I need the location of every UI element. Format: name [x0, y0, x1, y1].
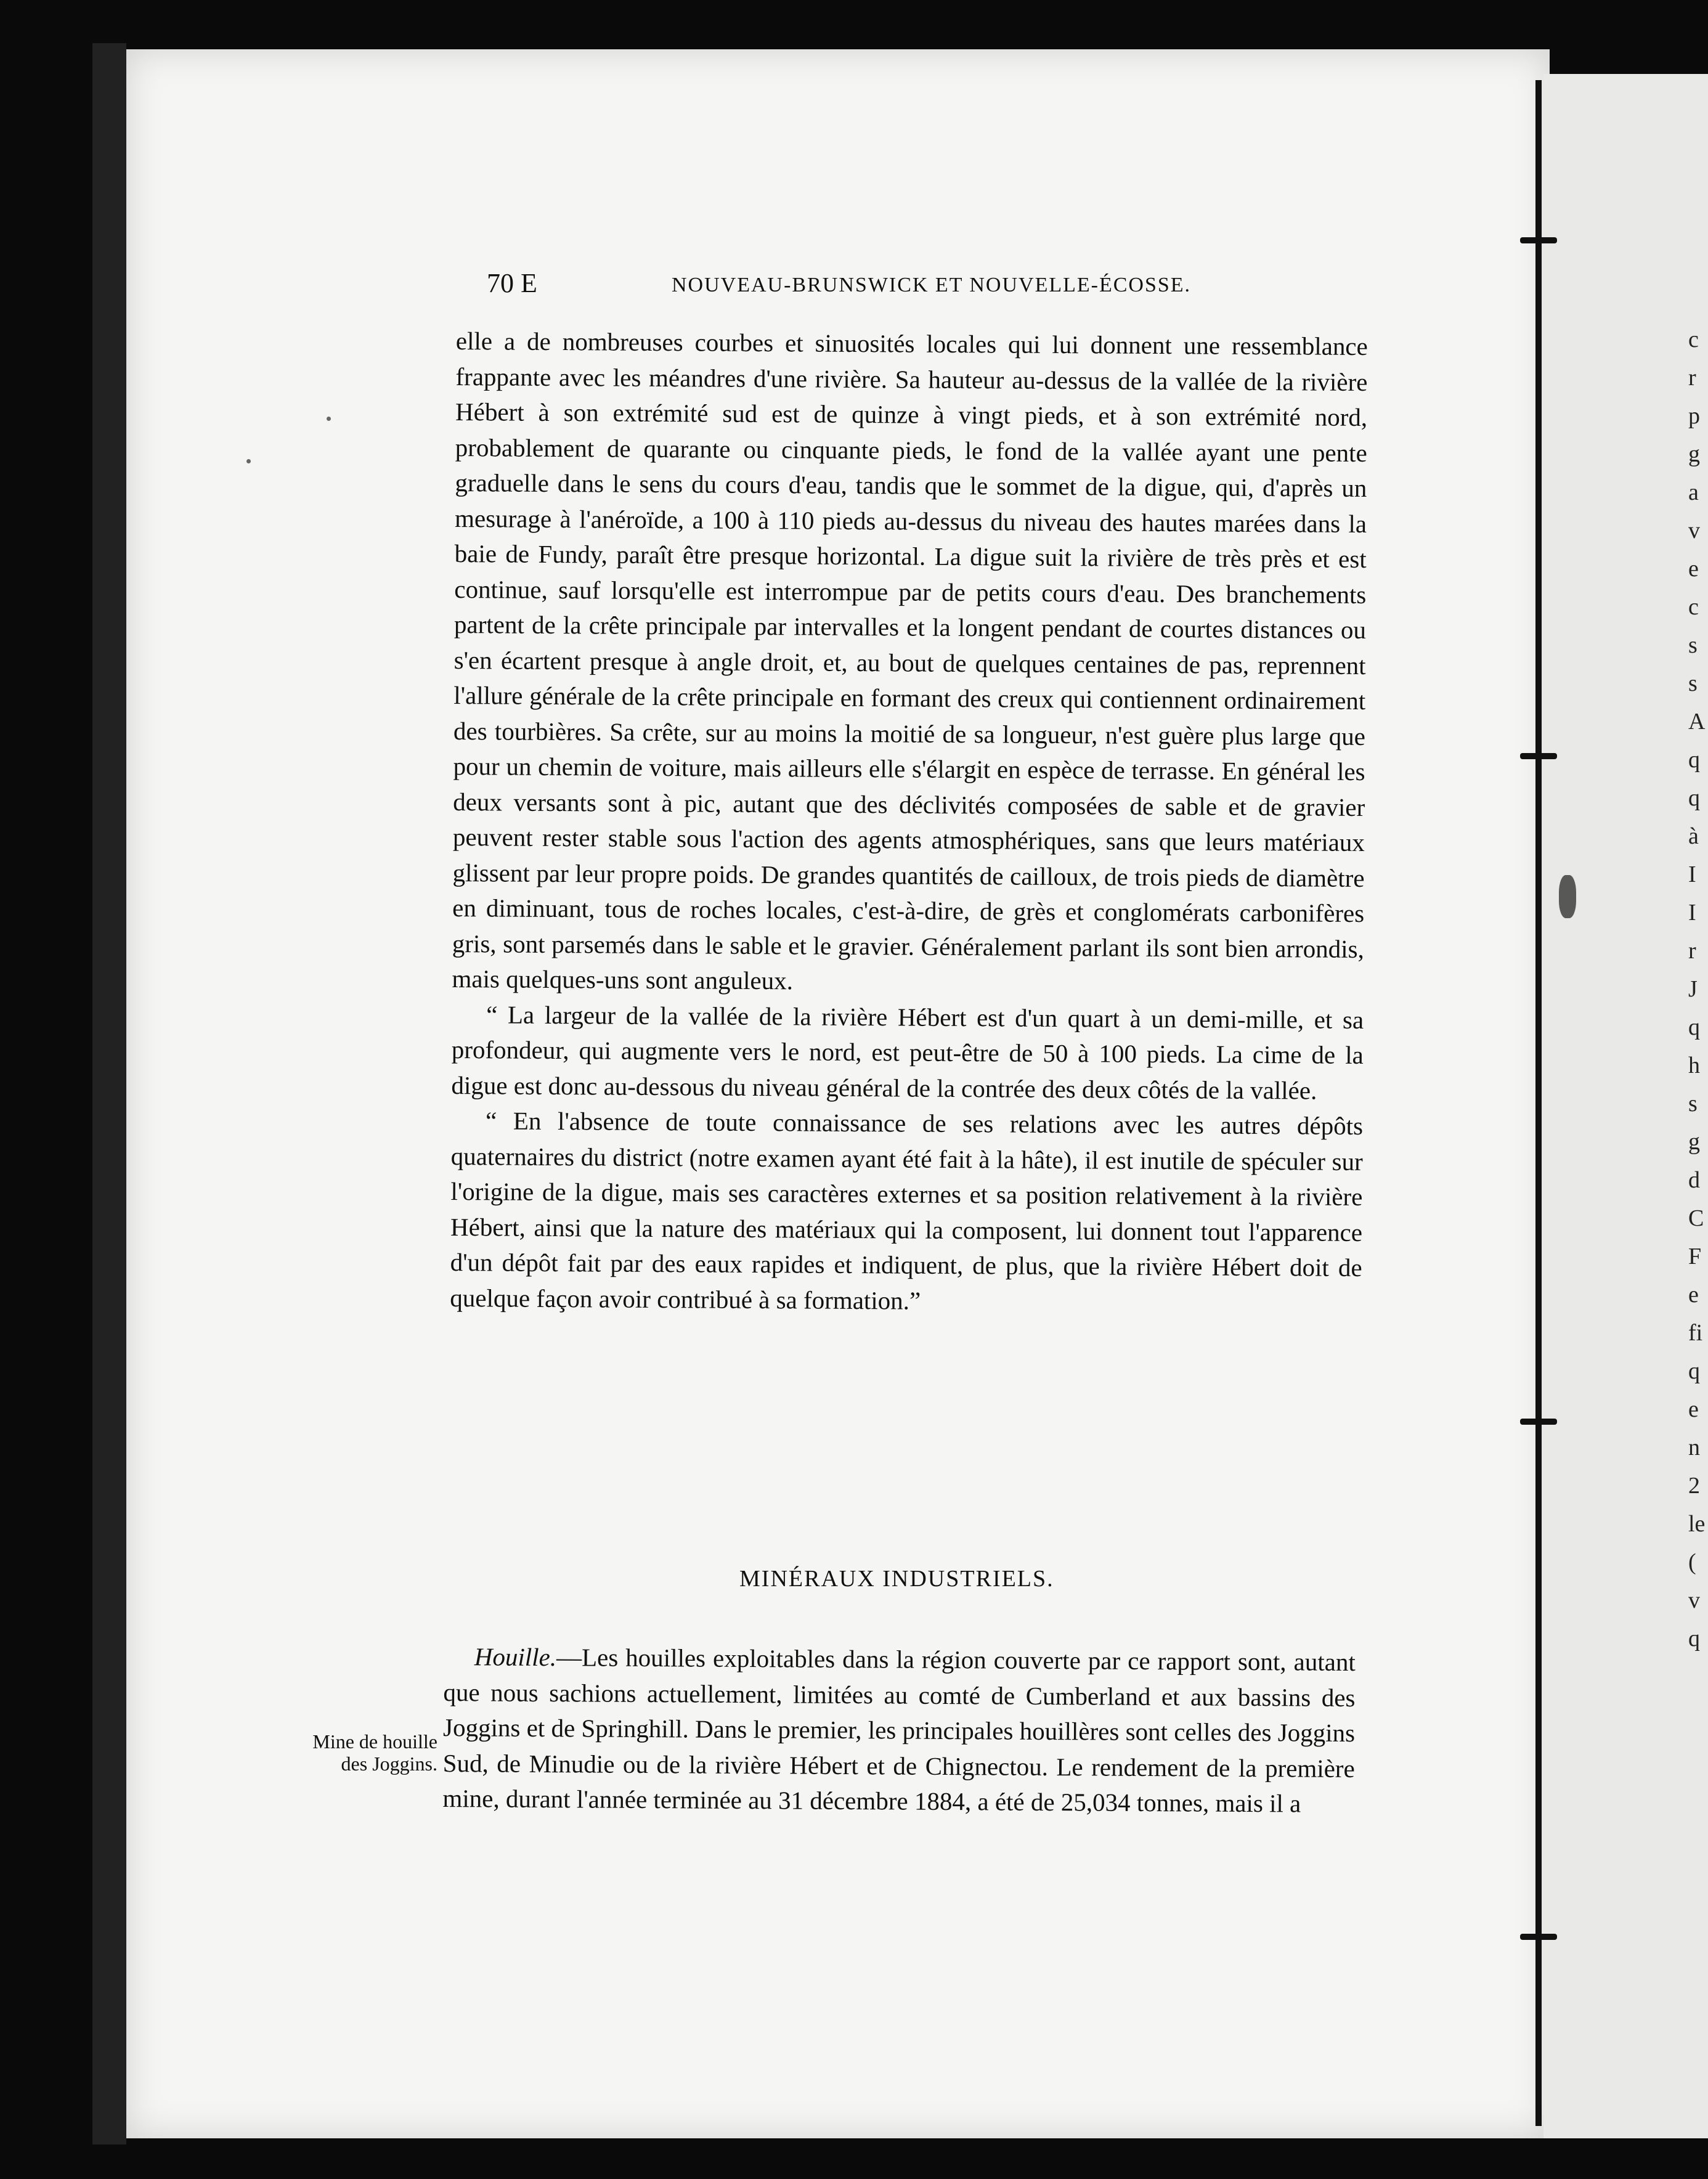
speck [246, 459, 251, 463]
binding-stitch [1520, 1934, 1557, 1940]
book-edge-shadow [92, 43, 126, 2144]
section-heading: MINÉRAUX INDUSTRIELS. [739, 1566, 1054, 1592]
binding-stitch [1520, 753, 1557, 759]
running-title: NOUVEAU-BRUNSWICK ET NOUVELLE-ÉCOSSE. [672, 274, 1192, 296]
facing-page [1543, 74, 1708, 2138]
houille-body: —Les houilles exploitables dans la région couverte par ce rapport sont, autant que nous sachions actuellement, limitées au comté de Cumberland et aux bassins des Joggins et de Springhill. Dans le premier, les principales houillères sont celles des Joggins Sud, de Minudie ou de la rivière Hébert et de Chignectou. Le rendement de la première mine, durant l'année terminée au 31 décembre 1884, a été de 25,034 tonnes, mais il a [442, 1643, 1356, 1818]
paragraph-1: elle a de nombreuses courbes et sinuosités locales qui lui donnent une ressemblance frappante avec les méandres d'une rivière. Sa hauteur au-dessus de la vallée de la rivière Hébert à son extrémité sud est de quinze à vingt pieds, et à son extrémité nord, probablement de quarante ou cinquante pieds, le fond de la vallée ayant une pente graduelle dans le sens du cours d'eau, tandis que le sommet de la digue, qui, d'après un mesurage à l'anéroïde, a 100 à 110 pieds au-dessus du niveau des hautes marées dans la baie de Fundy, paraît être presque horizontal. La digue suit la rivière de très près et est continue, sauf lorsqu'elle est interrompue par de petits cours d'eau. Des branchements partent de la crête principale par intervalles et la longent pendant de courtes distances ou s'en écartent presque à angle droit, et, au bout de quelques centaines de pas, reprennent l'allure générale de la crête principale en formant des creux qui contiennent ordinairement des tourbières. Sa crête, sur au moins la moitié de sa longueur, n'est guère plus large que pour un chemin de voiture, mais ailleurs elle s'élargit en espèce de terrasse. En général les deux versants sont à pic, autant que des déclivités composées de sable et de gravier peuvent rester stable sous l'action des agents atmosphériques, sans que leurs matériaux glissent par leur propre poids. De grandes quantités de cailloux, de trois pieds de diamètre en diminuant, tous de roches locales, c'est-à-dire, de grès et conglomérats carbonifères gris, sont parsemés dans le sable et le gravier. Généralement parlant ils sont bien arrondis, mais quelques-uns sont anguleux. [452, 326, 1368, 995]
houille-lead: Houille. [474, 1642, 557, 1672]
houille-paragraph [442, 1639, 1356, 1822]
margin-note: Mine de houille des Joggins. [312, 1730, 437, 1775]
facing-page-text: c r p g a v e c s s A q q à I I r J q h s g d C F e fi q e n 2 le ( v q [1688, 327, 1706, 1652]
ink-smudge [1559, 875, 1576, 918]
binding-stitch [1520, 237, 1557, 243]
binding-stitch [1520, 1419, 1557, 1425]
page-number: 70 E [487, 268, 537, 298]
paragraph-2: “ La largeur de la vallée de la rivière Hébert est d'un quart à un demi-mille, et sa profondeur, qui augmente vers le nord, est peut-être de 50 à 100 pieds. La cime de la digue est donc au-dessous du niveau général de la contrée des deux côtés de la vallée. [451, 1000, 1364, 1105]
speck [327, 417, 331, 421]
body-text [450, 324, 1368, 1321]
page-header [487, 267, 1226, 304]
houille-section [442, 1639, 1356, 1822]
paragraph-3: “ En l'absence de toute connaissance de ses relations avec les autres dépôts quaternaires du district (notre examen ayant été fait à la hâte), il est inutile de spéculer sur l'origine de la digue, mais ses caractères externes et sa position relativement à la rivière Hébert, ainsi que la nature des matériaux qui la composent, lui donnent tout l'apparence d'un dépôt fait par des eaux rapides et indiquent, de plus, que la rivière Hébert doit de quelque façon avoir contribué à sa formation.” [450, 1106, 1364, 1315]
binding-gutter [1535, 80, 1542, 2126]
